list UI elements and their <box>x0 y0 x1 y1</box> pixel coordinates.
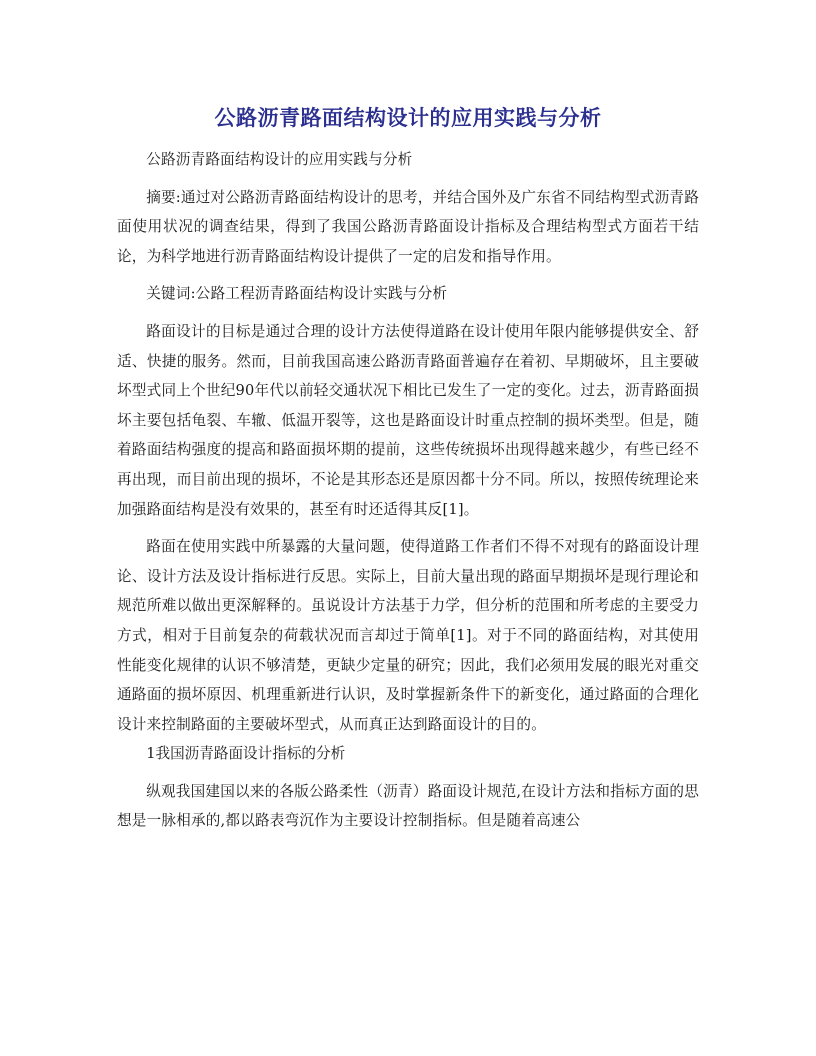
body-paragraph: 路面设计的目标是通过合理的设计方法使得道路在设计使用年限内能够提供安全、舒适、快捷的服务。然而，目前我国高速公路沥青路面普遍存在着初、早期破坏，且主要破坏型式同上个世纪90年代以前轻交通状况下相比已发生了一定的变化。过去，沥青路面损坏主要包括龟裂、车辙、低温开裂等，这也是路面设计时重点控制的损坏类型。但是，随着路面结构强度的提高和路面损坏期的提前，这些传统损坏出现得越来越少，有些已经不再出现，而目前出现的损坏，不论是其形态还是原因都十分不同。所以，按照传统理论来加强路面结构是没有效果的，甚至有时还适得其反[1]。 <box>117 322 699 518</box>
body-paragraph: 路面在使用实践中所暴露的大量问题，使得道路工作者们不得不对现有的路面设计理论、设计方法及设计指标进行反思。实际上，目前大量出现的路面早期损坏是现行理论和规范所难以做出更深解释的。虽说设计方法基于力学，但分析的范围和所考虑的主要受力方式，相对于目前复杂的荷载状况而言却过于简单[1]。对于不同的路面结构，对其使用性能变化规律的认识不够清楚，更缺少定量的研究；因此，我们必须用发展的眼光对重交通路面的损坏原因、机理重新进行认识，及时掌握新条件下的新变化，通过路面的合理化设计来控制路面的主要破坏型式，从而真正达到路面设计的目的。 <box>117 538 699 733</box>
document-subtitle: 公路沥青路面结构设计的应用实践与分析 <box>146 151 413 168</box>
section-heading: 1我国沥青路面设计指标的分析 <box>146 745 346 763</box>
section-paragraph: 纵观我国建国以来的各版公路柔性（沥青）路面设计规范,在设计方法和指标方面的思想是一脉相承的,都以路表弯沉作为主要设计控制指标。但是随着高速公 <box>117 782 699 830</box>
abstract-paragraph: 摘要:通过对公路沥青路面结构设计的思考，并结合国外及广东省不同结构型式沥青路面使用状况的调查结果，得到了我国公路沥青路面设计指标及合理结构型式方面若干结论，为科学地进行沥青路面结构设计提供了一定的启发和指导作用。 <box>117 188 699 265</box>
document-title: 公路沥青路面结构设计的应用实践与分析 <box>214 106 602 130</box>
keywords-line: 关键词:公路工程沥青路面结构设计实践与分析 <box>146 285 448 303</box>
document-body <box>117 145 699 836</box>
